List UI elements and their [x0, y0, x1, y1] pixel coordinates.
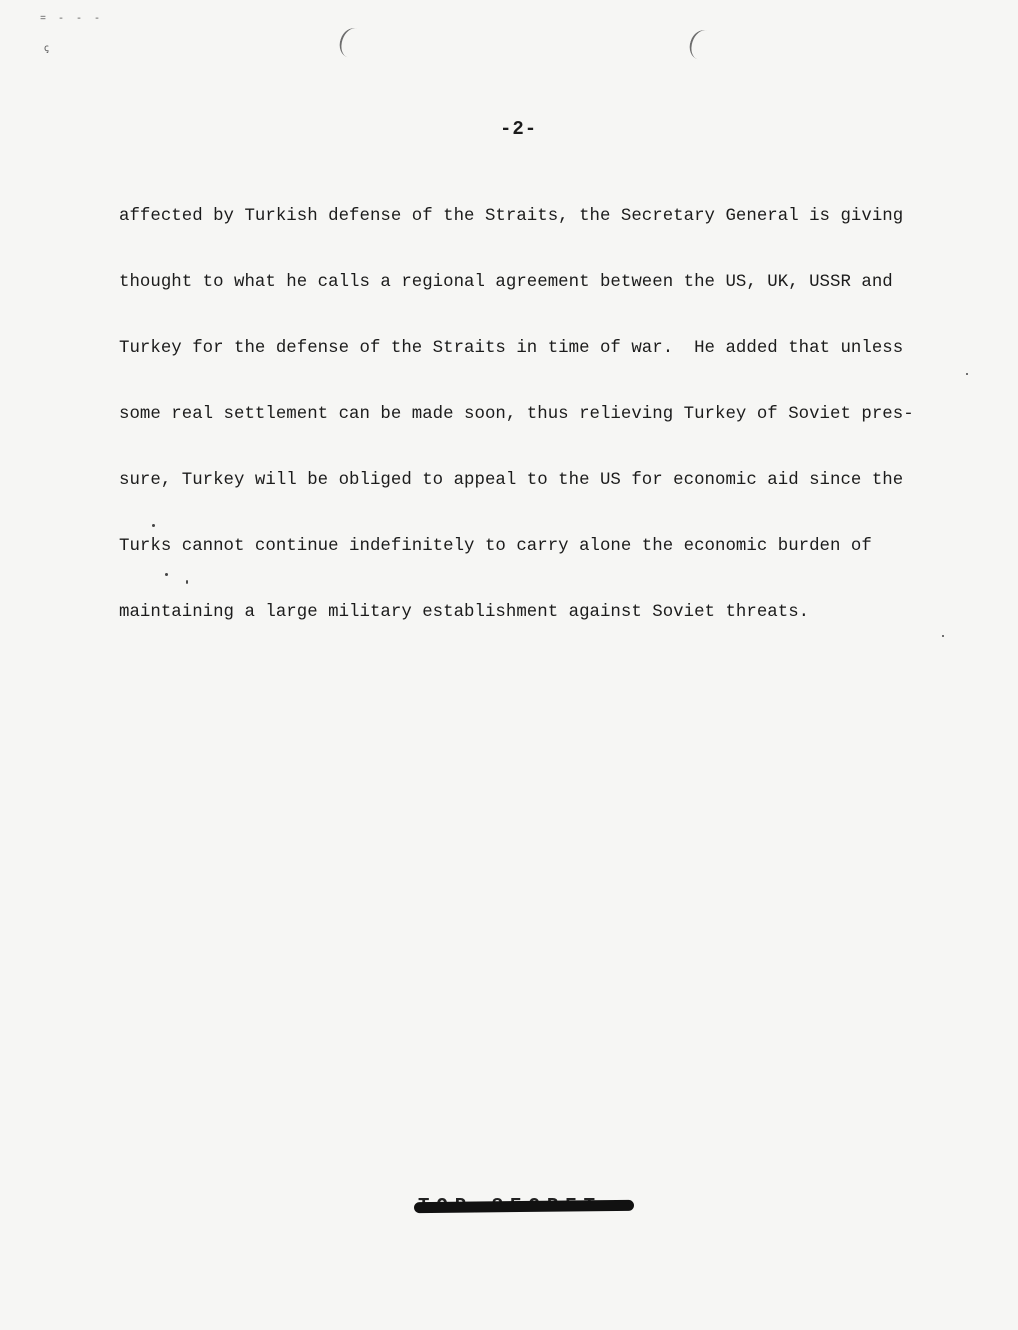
punch-hole-right: [686, 27, 718, 63]
paragraph-line: thought to what he calls a regional agreement between the US, UK, USSR and: [119, 273, 893, 292]
paragraph-line: some real settlement can be made soon, thus relieving Turkey of Soviet pres-: [119, 405, 914, 424]
paper-speck: [165, 573, 168, 576]
body-paragraph: [119, 162, 939, 668]
page-number: -2-: [500, 118, 538, 140]
classification-marking: [418, 1195, 634, 1217]
redaction-strike: [414, 1200, 634, 1213]
punch-hole-left: [336, 25, 368, 61]
paragraph-line: affected by Turkish defense of the Straits, the Secretary General is giving: [119, 207, 904, 226]
paper-speck: [186, 580, 188, 584]
paragraph-line: Turks cannot continue indefinitely to carry alone the economic burden of: [119, 537, 872, 556]
corner-marks: = - - -: [40, 14, 104, 25]
corner-mark: ꞔ: [44, 44, 49, 55]
paper-speck: [152, 524, 155, 527]
paragraph-line: maintaining a large military establishment against Soviet threats.: [119, 603, 810, 622]
paragraph-line: Turkey for the defense of the Straits in time of war. He added that unless: [119, 339, 904, 358]
paper-speck: [942, 635, 944, 637]
paper-speck: [966, 373, 968, 375]
paragraph-line: sure, Turkey will be obliged to appeal to the US for economic aid since the: [119, 471, 904, 490]
